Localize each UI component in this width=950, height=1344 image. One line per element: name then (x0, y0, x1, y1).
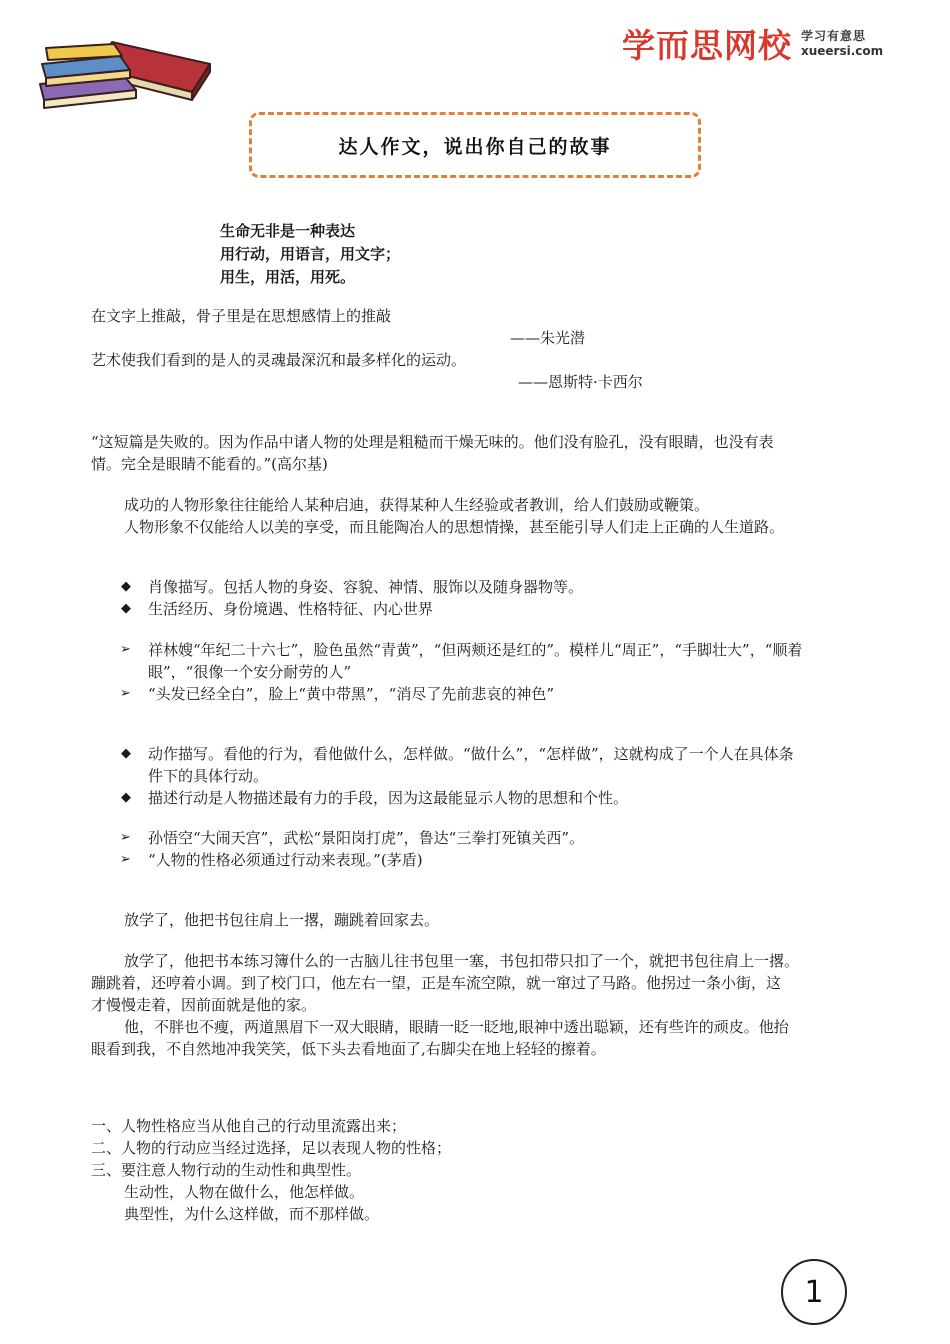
quote-author: ——恩斯特·卡西尔 (518, 373, 643, 391)
gorky-quote: 情。完全是眼睛不能看的。”(高尔基) (91, 455, 328, 473)
gorky-quote: “这短篇是失败的。因为作品中诸人物的处理是粗糙而干燥无味的。他们没有脸孔，没有眼睛，也没有表 (91, 433, 774, 451)
list-item: 生活经历、身份境遇、性格特征、内心世界 (148, 600, 434, 618)
diamond-bullet-icon: ◆ (121, 579, 131, 594)
list-item: 件下的具体行动。 (148, 767, 269, 785)
page-title: 达人作文，说出你自己的故事 (338, 135, 612, 158)
principle-item: 二、人物的行动应当经过选择，足以表现人物的性格； (91, 1139, 452, 1157)
principle-item: 一、人物性格应当从他自己的行动里流露出来； (91, 1117, 407, 1135)
diamond-bullet-icon: ◆ (121, 790, 131, 805)
title-box (249, 112, 701, 178)
trait-item: 典型性，为什么这样做，而不那样做。 (124, 1205, 380, 1223)
arrow-bullet-icon: ➢ (120, 830, 131, 845)
arrow-bullet-icon: ➢ (120, 642, 131, 657)
poem-line: 生命无非是一种表达 (220, 222, 356, 240)
diamond-bullet-icon: ◆ (121, 601, 131, 616)
quote-author: ——朱光潜 (510, 329, 586, 347)
paragraph: 人物形象不仅能给人以美的享受，而且能陶冶人的思想情操，甚至能引导人们走上正确的人生道路。 (124, 518, 785, 536)
list-item: 眼”，“很像一个安分耐劳的人” (148, 663, 352, 681)
poem-line: 用行动，用语言，用文字； (220, 245, 401, 263)
principle-item: 三、要注意人物行动的生动性和典型性。 (91, 1161, 362, 1179)
list-item: “人物的性格必须通过行动来表现。”(茅盾) (148, 851, 423, 869)
quote-text: 艺术使我们看到的是人的灵魂最深沉和最多样化的运动。 (91, 351, 467, 369)
page-number: 1 (781, 1259, 847, 1325)
list-item: 祥林嫂“年纪二十六七”，脸色虽然“青黄”，“但两颊还是红的”。模样儿“周正”，“手脚壮大”，“顺着 (148, 641, 803, 659)
sample-paragraph: 眼看到我，不自然地冲我笑笑，低下头去看地面了,右脚尖在地上轻轻的擦着。 (91, 1040, 606, 1058)
brand-url: xueersi.com (801, 44, 884, 58)
sample-sentence: 放学了，他把书包往肩上一撂，蹦跳着回家去。 (124, 911, 440, 929)
arrow-bullet-icon: ➢ (120, 852, 131, 867)
diamond-bullet-icon: ◆ (121, 746, 131, 761)
sample-paragraph: 放学了，他把书本练习簿什么的一古脑儿往书包里一塞，书包扣带只扣了一个，就把书包往肩上一撂。 (124, 952, 800, 970)
quote-text: 在文字上推敲，骨子里是在思想感情上的推敲 (91, 307, 392, 325)
list-item: 肖像描写。包括人物的身姿、容貌、神情、服饰以及随身器物等。 (148, 578, 584, 596)
sample-paragraph: 他，不胖也不瘦，两道黑眉下一双大眼睛，眼睛一眨一眨地,眼神中透出聪颖，还有些许的顽皮。他抬 (124, 1018, 789, 1036)
list-item: 动作描写。看他的行为，看他做什么，怎样做。“做什么”，“怎样做”，这就构成了一个人在具体条 (148, 745, 794, 763)
trait-item: 生动性，人物在做什么，他怎样做。 (124, 1183, 365, 1201)
list-item: “头发已经全白”，脸上“黄中带黑”，“消尽了先前悲哀的神色” (148, 685, 555, 703)
sample-paragraph: 蹦跳着，还哼着小调。到了校门口，他左右一望，正是车流空隙，就一窜过了马路。他拐过一条小街，这 (91, 974, 782, 992)
brand-tagline: 学习有意思 (801, 29, 867, 43)
brand-logo: 学而思网校 (622, 26, 792, 65)
poem-line: 用生，用活，用死。 (220, 268, 356, 286)
list-item: 孙悟空“大闹天宫”，武松“景阳岗打虎”，鲁达“三拳打死镇关西”。 (148, 829, 585, 847)
sample-paragraph: 才慢慢走着，因前面就是他的家。 (91, 996, 317, 1014)
arrow-bullet-icon: ➢ (120, 686, 131, 701)
stacked-books-icon (34, 38, 214, 110)
list-item: 描述行动是人物描述最有力的手段，因为这最能显示人物的思想和个性。 (148, 789, 629, 807)
paragraph: 成功的人物形象往往能给人某种启迪，获得某种人生经验或者教训，给人们鼓励或鞭策。 (124, 496, 710, 514)
